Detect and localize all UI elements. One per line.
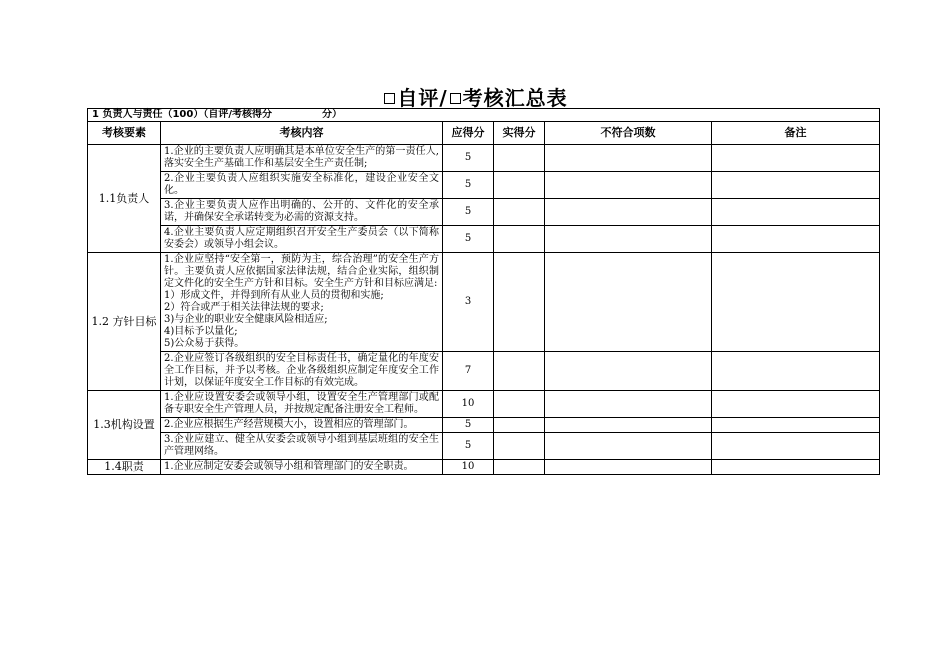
table-row [88, 172, 880, 199]
nonconform-cell[interactable] [545, 226, 712, 253]
due-score-cell: 5 [443, 145, 494, 172]
content-cell [161, 199, 443, 226]
content-line: 2.企业主要负责人应组织实施安全标准化，建设企业安全文化。 [164, 173, 439, 196]
actual-score-cell[interactable] [494, 391, 545, 418]
due-score-cell: 5 [443, 199, 494, 226]
table-row [88, 460, 880, 475]
table-row [88, 226, 880, 253]
content-cell [161, 460, 443, 475]
remarks-cell[interactable] [712, 226, 880, 253]
due-score-cell: 10 [443, 391, 494, 418]
actual-score-cell[interactable] [494, 253, 545, 352]
content-cell [161, 391, 443, 418]
remarks-cell[interactable] [712, 418, 880, 433]
remarks-cell[interactable] [712, 352, 880, 391]
content-line: 1.企业应制定安委会或领导小组和管理部门的安全职责。 [164, 461, 414, 472]
content-cell [161, 418, 443, 433]
table-row [88, 145, 880, 172]
actual-score-cell[interactable] [494, 226, 545, 253]
header-nonconform: 不符合项数 [545, 122, 712, 145]
section-header [88, 109, 880, 122]
due-score-cell: 5 [443, 418, 494, 433]
content-line: 3)与企业的职业安全健康风险相适应; [164, 314, 328, 325]
remarks-cell[interactable] [712, 433, 880, 460]
title-self-eval: 自评/ [397, 86, 448, 110]
actual-score-cell[interactable] [494, 433, 545, 460]
page-title [0, 82, 950, 111]
actual-score-cell[interactable] [494, 418, 545, 433]
table-row [88, 418, 880, 433]
element-cell: 1.3机构设置 [88, 391, 161, 460]
content-cell [161, 172, 443, 199]
header-actual-score: 实得分 [494, 122, 545, 145]
section-row [88, 109, 880, 122]
content-line: 2）符合或严于相关法律法规的要求; [164, 302, 324, 313]
remarks-cell[interactable] [712, 145, 880, 172]
actual-score-cell[interactable] [494, 352, 545, 391]
content-line: 3.企业应建立、健全从安委会或领导小组到基层班组的安全生产管理网络。 [164, 434, 439, 457]
table-row [88, 391, 880, 418]
nonconform-cell[interactable] [545, 433, 712, 460]
content-line: 3.企业主要负责人应作出明确的、公开的、文件化的安全承诺，并确保安全承诺转变为必需的资源支持。 [164, 200, 439, 223]
column-header-row [88, 122, 880, 145]
table-row [88, 433, 880, 460]
remarks-cell[interactable] [712, 172, 880, 199]
content-line: 1）形成文件，并得到所有从业人员的贯彻和实施; [164, 290, 384, 301]
nonconform-cell[interactable] [545, 199, 712, 226]
header-due-score: 应得分 [443, 122, 494, 145]
header-content: 考核内容 [161, 122, 443, 145]
content-line: 5)公众易于获得。 [164, 338, 245, 349]
remarks-cell[interactable] [712, 460, 880, 475]
table-row [88, 199, 880, 226]
content-cell [161, 352, 443, 391]
remarks-cell[interactable] [712, 391, 880, 418]
content-cell [161, 145, 443, 172]
header-element: 考核要素 [88, 122, 161, 145]
content-line: 1.企业的主要负责人应明确其是本单位安全生产的第一责任人,落实安全生产基础工作和基层安全生产责任制; [164, 146, 439, 169]
due-score-cell: 10 [443, 460, 494, 475]
nonconform-cell[interactable] [545, 253, 712, 352]
content-line: 4.企业主要负责人应定期组织召开安全生产委员会（以下简称安委会）或领导小组会议。 [164, 227, 439, 250]
remarks-cell[interactable] [712, 253, 880, 352]
content-line: 2.企业应签订各级组织的安全目标责任书，确定量化的年度安全工作目标，并予以考核。企业各级组织应制定年度安全工作计划，以保证年度安全工作目标的有效完成。 [164, 353, 439, 388]
section-label: 1 负责人与责任（100）（自评/考核得分 [92, 109, 272, 120]
content-cell [161, 433, 443, 460]
element-cell: 1.4职责 [88, 460, 161, 475]
content-line: 1.企业应坚持“安全第一，预防为主，综合治理”的安全生产方针。主要负责人应依据国家法律法规，结合企业实际，组织制定文件化的安全生产方针和目标。安全生产方针和目标应满足: [164, 254, 439, 289]
assessment-table [87, 108, 880, 475]
due-score-cell: 3 [443, 253, 494, 352]
nonconform-cell[interactable] [545, 352, 712, 391]
header-remarks: 备注 [712, 122, 880, 145]
section-score-suffix: 分） [321, 109, 342, 120]
due-score-cell: 5 [443, 226, 494, 253]
due-score-cell: 5 [443, 433, 494, 460]
content-line: 4)目标予以量化; [164, 326, 238, 337]
table-row [88, 352, 880, 391]
actual-score-cell[interactable] [494, 199, 545, 226]
remarks-cell[interactable] [712, 199, 880, 226]
nonconform-cell[interactable] [545, 418, 712, 433]
checkbox-assessment[interactable] [450, 93, 461, 104]
checkbox-self-eval[interactable] [384, 93, 395, 104]
nonconform-cell[interactable] [545, 172, 712, 199]
nonconform-cell[interactable] [545, 460, 712, 475]
content-cell [161, 253, 443, 352]
content-line: 2.企业应根据生产经营规模大小，设置相应的管理部门。 [164, 419, 414, 430]
title-summary: 考核汇总表 [462, 86, 568, 110]
content-cell [161, 226, 443, 253]
actual-score-cell[interactable] [494, 460, 545, 475]
actual-score-cell[interactable] [494, 145, 545, 172]
content-line: 1.企业应设置安委会或领导小组，设置安全生产管理部门或配备专职安全生产管理人员，并按规定配备注册安全工程师。 [164, 392, 439, 415]
nonconform-cell[interactable] [545, 145, 712, 172]
nonconform-cell[interactable] [545, 391, 712, 418]
element-cell: 1.2 方针目标 [88, 253, 161, 391]
actual-score-cell[interactable] [494, 172, 545, 199]
due-score-cell: 7 [443, 352, 494, 391]
table-row [88, 253, 880, 352]
due-score-cell: 5 [443, 172, 494, 199]
element-cell: 1.1负责人 [88, 145, 161, 253]
